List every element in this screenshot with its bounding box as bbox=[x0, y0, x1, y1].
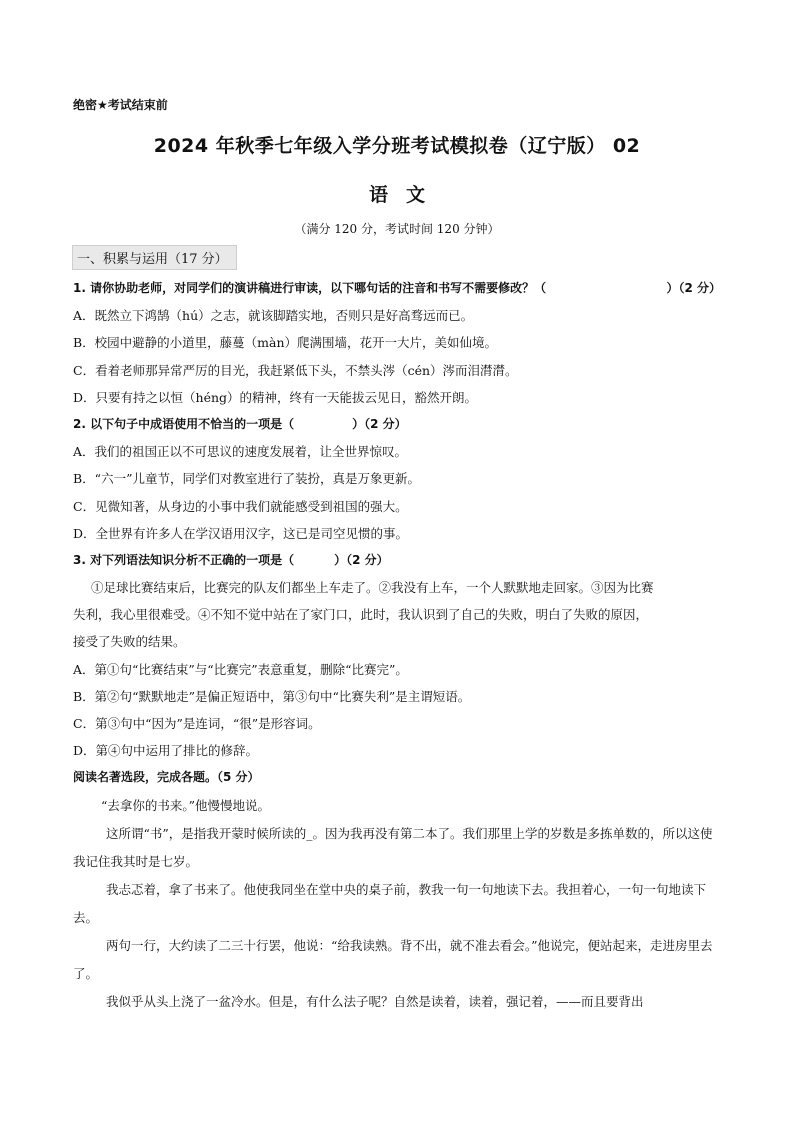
question-1-stem bbox=[73, 275, 723, 302]
question-2-text: 2. 以下句子中成语使用不恰当的一项是（ bbox=[73, 416, 295, 431]
question-1-text: 1. 请你协助老师，对同学们的演讲稿进行审读，以下哪句话的注音和书写不需要修改？（ bbox=[73, 281, 547, 295]
reading-heading: 阅读名著选段，完成各题。（5 分） bbox=[73, 770, 260, 785]
q1-option-a: A．既然立下鸿鹄（hú）之志，就该脚踏实地，否则只是好高骛远而已。 bbox=[73, 308, 474, 324]
subject-title: 语文 bbox=[368, 184, 443, 206]
question-2-score: ）（2 分） bbox=[352, 416, 407, 431]
q1-option-b: B．校园中避静的小道里，藤蔓（màn）爬满围墙，花开一大片，美如仙境。 bbox=[73, 335, 498, 351]
exam-meta: （满分 120 分，考试时间 120 分钟） bbox=[294, 222, 500, 236]
question-content bbox=[73, 275, 723, 1016]
q3-option-c: C．第③句中“因为”是连词，“很”是形容词。 bbox=[73, 716, 321, 731]
confidential-label: 绝密★考试结束前 bbox=[73, 98, 168, 112]
q3-option-d: D．第④句中运用了排比的修辞。 bbox=[73, 743, 259, 759]
q1-option-c: C．看着老师那异常严厉的目光，我赶紧低下头，不禁头涔（cén）涔而泪潸潸。 bbox=[73, 362, 518, 378]
q3-option-a: A．第①句“比赛结束”与“比赛完”表意重复，删除“比赛完”。 bbox=[73, 661, 408, 677]
section-heading: 一、积累与运用（17 分） bbox=[72, 245, 237, 270]
reading-paragraph-4: 两句一行，大约读了二三十行罢，他说：“给我读熟。背不出，就不准去看会。”他说完，便站起来，走进房里去了。 bbox=[73, 937, 713, 981]
question-3-text: 3. 对下列语法知识分析不正确的一项是（ bbox=[73, 552, 295, 567]
q2-option-b: B．“六一”儿童节，同学们对教室进行了装扮，真是万象更新。 bbox=[73, 471, 420, 487]
reading-paragraph-1: “去拿你的书来。”他慢慢地说。 bbox=[101, 797, 271, 813]
question-1-score: ）（2 分） bbox=[666, 281, 721, 295]
q3-passage-line-3: 接受了失败的结果。 bbox=[73, 634, 186, 650]
reading-paragraph-3: 我忐忑着，拿了书来了。他使我同坐在堂中央的桌子前，教我一句一句地读下去。我担着心，一句一句地读下去。 bbox=[73, 881, 707, 925]
q3-option-b: B．第②句“默默地走”是偏正短语中，第③句中“比赛失利”是主谓短语。 bbox=[73, 688, 471, 704]
q2-option-d: D．全世界有许多人在学汉语用汉字，这已是司空见惯的事。 bbox=[73, 525, 409, 541]
reading-paragraph-5: 我似乎从头上浇了一盆冷水。但是，有什么法子呢？自然是读着，读着，强记着，——而且要背出 bbox=[106, 993, 644, 1009]
question-2-stem bbox=[73, 411, 723, 438]
reading-paragraph-2: 这所谓“书”，是指我开蒙时候所读的_。因为我再没有第二本了。我们那里上学的岁数是多拣单数的，所以这使我记住我其时是七岁。 bbox=[73, 825, 713, 869]
q1-option-d: D．只要有持之以恒（héng）的精神，终有一天能拔云见日，豁然开朗。 bbox=[73, 389, 478, 405]
q2-option-c: C．见微知著，从身边的小事中我们就能感受到祖国的强大。 bbox=[73, 498, 408, 514]
q2-option-a: A．我们的祖国正以不可思议的速度发展着，让全世界惊叹。 bbox=[73, 444, 408, 460]
q3-passage-line-2: 失利，我心里很难受。④不知不觉中站在了家门口，此时，我认识到了自己的失败，明白了失败的原因， bbox=[73, 607, 649, 623]
question-3-score: ）（2 分） bbox=[334, 552, 389, 567]
question-3-stem bbox=[73, 547, 723, 574]
exam-title: 2024 年秋季七年级入学分班考试模拟卷（辽宁版） 02 bbox=[153, 135, 641, 157]
q3-passage-line-1: ①足球比赛结束后，比赛完的队友们都坐上车走了。②我没有上车，一个人默默地走回家。③因为比赛 bbox=[91, 580, 654, 596]
